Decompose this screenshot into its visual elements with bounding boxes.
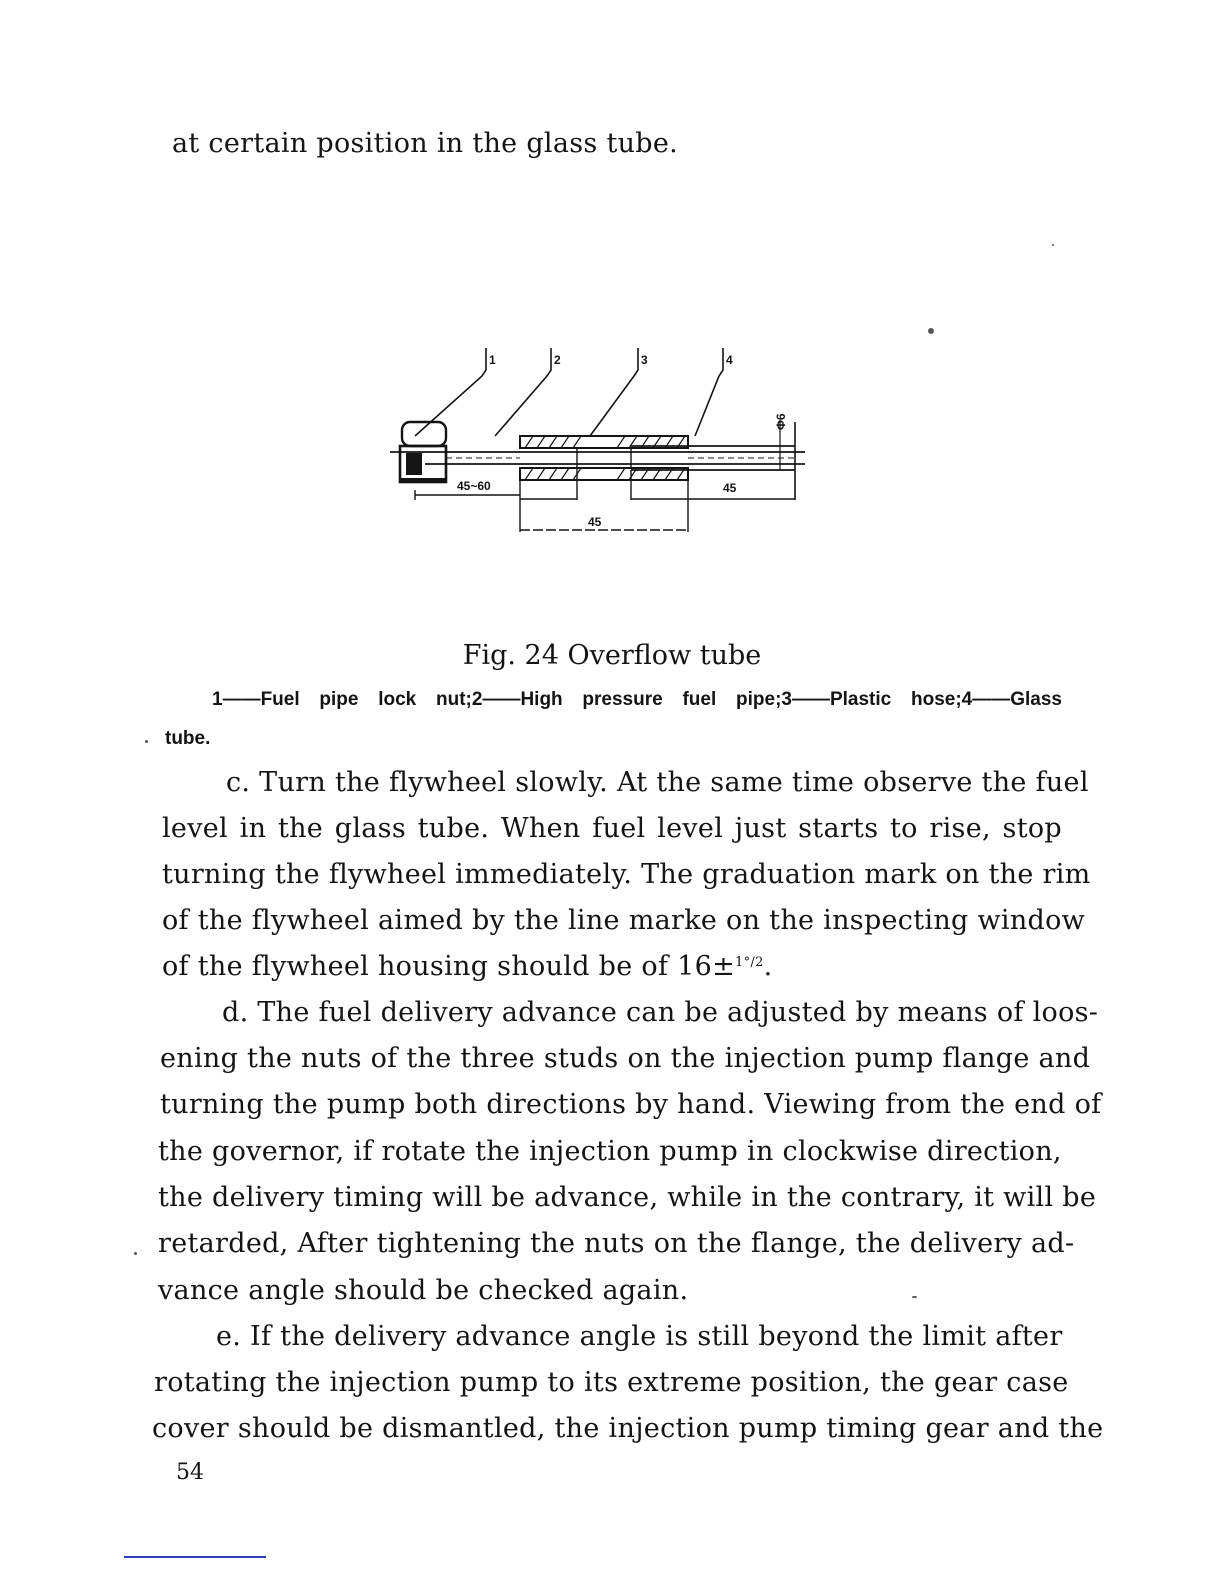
paragraph-c-line-5 (162, 951, 773, 982)
top-text-line: at certain position in the glass tube. (172, 128, 679, 159)
paragraph-d-line-1: d. The fuel delivery advance can be adjusted by means of loos- (222, 997, 1099, 1028)
paragraph-e-line-2: rotating the injection pump to its extreme position, the gear case (154, 1367, 1069, 1398)
scan-speck (928, 328, 934, 334)
overflow-tube-figure (385, 340, 825, 550)
paragraph-e-line-1: e. If the delivery advance angle is still beyond the limit after (216, 1321, 1063, 1352)
paragraph-d-line-2: ening the nuts of the three studs on the injection pump flange and (160, 1043, 1091, 1074)
paragraph-c-line-3: turning the flywheel immediately. The graduation mark on the rim (162, 859, 1091, 890)
scan-speck (134, 1252, 137, 1255)
paragraph-c-line-2: level in the glass tube. When fuel level just starts to rise, stop (162, 813, 1062, 844)
dimension-right: 45 (723, 481, 737, 495)
paragraph-c-line-1: c. Turn the flywheel slowly. At the same time observe the fuel (226, 767, 1089, 798)
callout-3: 3 (641, 353, 648, 367)
paragraph-d-line-3: turning the pump both directions by hand. Viewing from the end of (160, 1089, 1102, 1120)
leader-line-3 (590, 348, 638, 436)
figure-caption (0, 640, 1224, 671)
figure-number: Fig. 24 (462, 640, 559, 671)
dimension-bottom: 45 (588, 515, 602, 529)
paragraph-c-line-4: of the flywheel aimed by the line marke on the inspecting window (162, 905, 1086, 936)
paragraph-d-line-5: the delivery timing will be advance, while in the contrary, it will be (158, 1182, 1097, 1213)
figure-legend-line-2: tube. (165, 728, 211, 749)
figure-legend-line-1: 1——Fuel pipe lock nut;2——High pressure fuel pipe;3——Plastic hose;4——Glass (212, 689, 1062, 710)
lock-nut-upper (402, 422, 446, 446)
figure-title: Overflow tube (567, 640, 762, 671)
callout-2: 2 (554, 353, 561, 367)
paragraph-c-last-text: of the flywheel housing should be of 16± (162, 951, 736, 982)
leader-line-4 (695, 348, 723, 436)
page-number: 54 (176, 1460, 204, 1485)
scan-speck (1052, 244, 1054, 246)
paragraph-e-line-3: cover should be dismantled, the injection pump timing gear and the (152, 1413, 1104, 1444)
callout-1: 1 (489, 353, 496, 367)
dimension-left: 45~60 (457, 479, 491, 493)
paragraph-d-line-4: the governor, if rotate the injection pump in clockwise direction, (158, 1136, 1062, 1167)
dimension-diameter: Φ6 (774, 413, 788, 430)
angle-fraction: 1°/2 (735, 955, 764, 970)
scan-speck (145, 740, 148, 743)
leader-line-2 (495, 348, 551, 436)
footer-rule (124, 1556, 266, 1558)
callout-4: 4 (726, 353, 733, 367)
paragraph-c-end: . (763, 951, 773, 982)
paragraph-d-line-6: retarded, After tightening the nuts on the flange, the delivery ad- (158, 1228, 1075, 1259)
paragraph-d-line-7: vance angle should be checked again. (158, 1275, 689, 1306)
scan-speck (912, 1296, 917, 1298)
